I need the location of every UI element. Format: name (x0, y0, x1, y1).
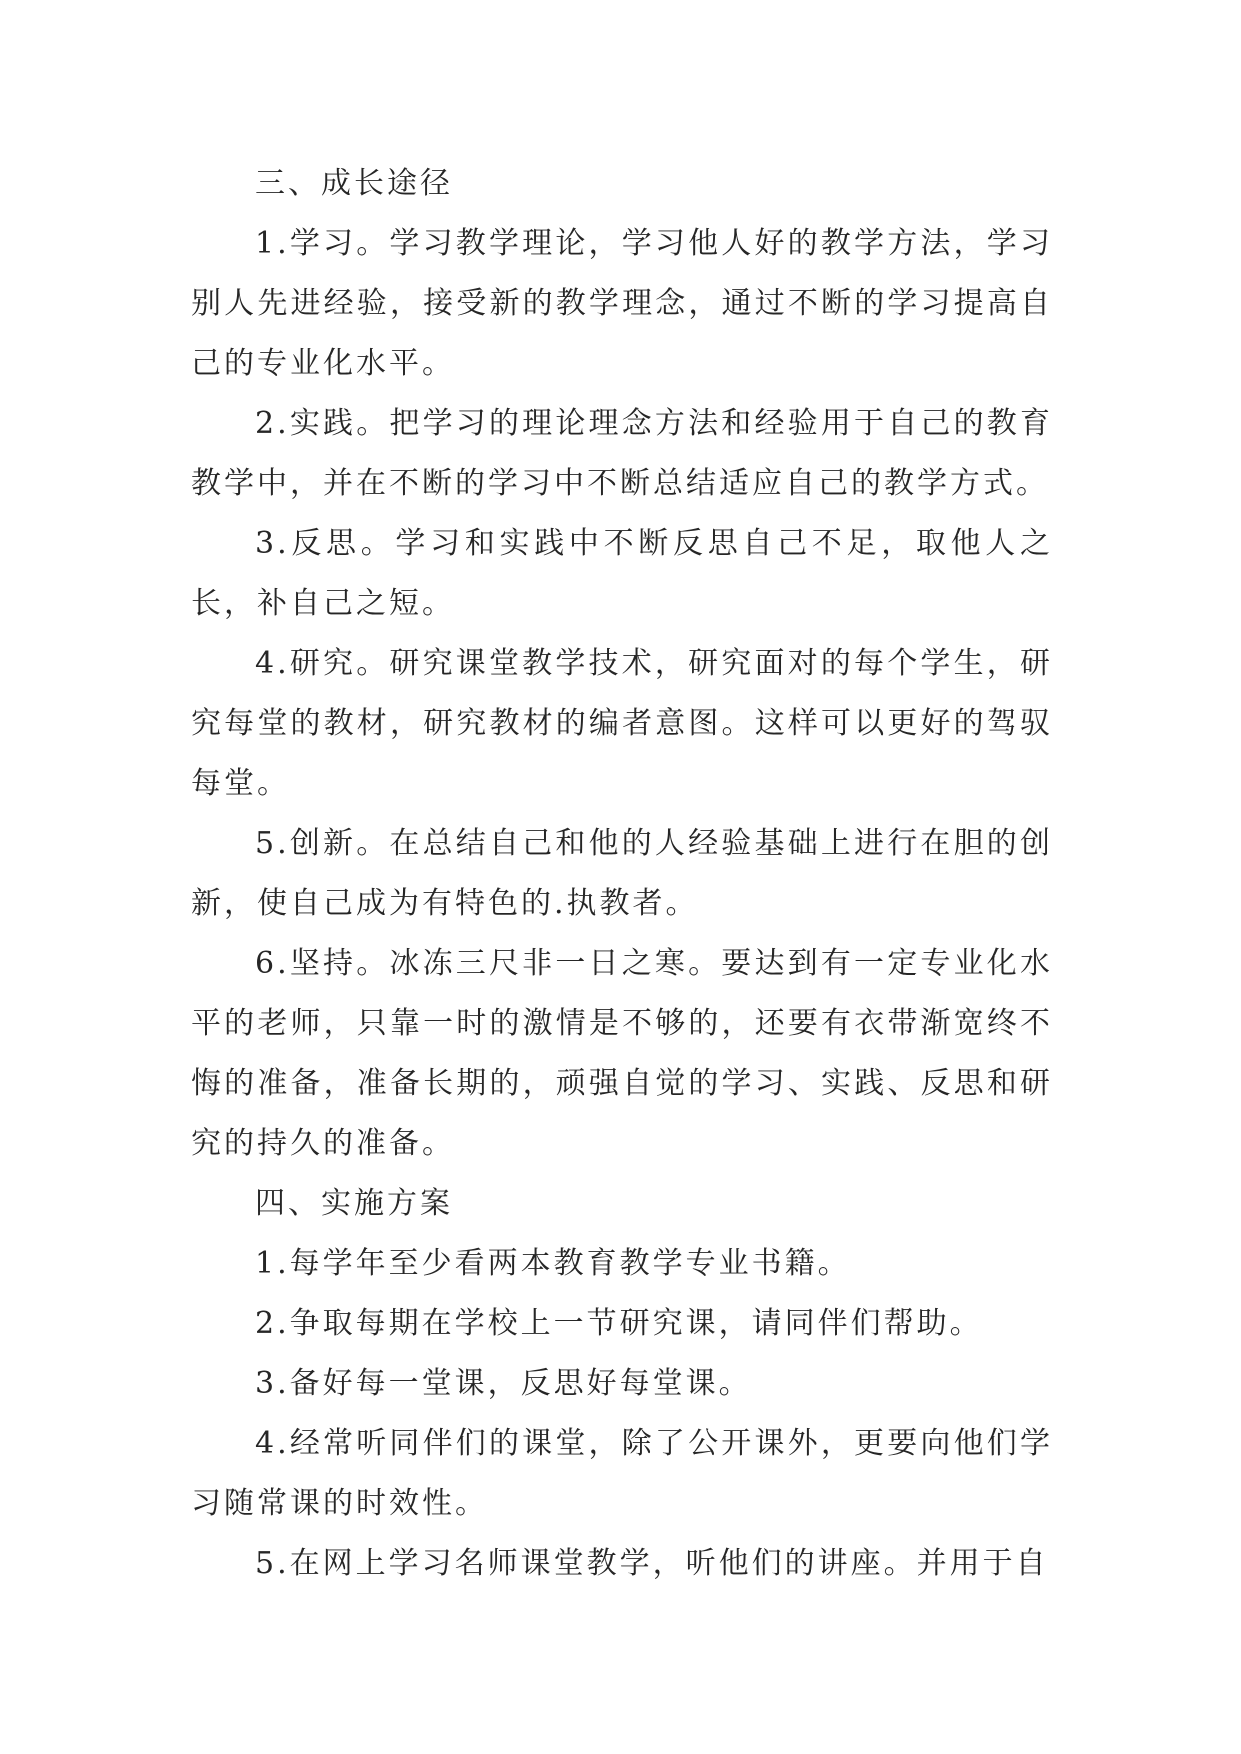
section-heading-implementation-plan: 四、实施方案 (255, 1186, 453, 1221)
paragraph-learning: 1.学习。学习教学理论，学习他人好的教学方法，学习别人先进经验，接受新的教学理念，通过不断的学习提高自己的专业化水平。 (191, 226, 1053, 381)
paragraph-plan-observe-peers: 4.经常听同伴们的课堂，除了公开课外，更要向他们学习随常课的时效性。 (191, 1426, 1053, 1521)
paragraph-plan-prepare-lessons: 3.备好每一堂课，反思好每堂课。 (255, 1366, 752, 1401)
paragraph-plan-research-lesson: 2.争取每期在学校上一节研究课，请同伴们帮助。 (255, 1306, 983, 1341)
paragraph-research: 4.研究。研究课堂教学技术，研究面对的每个学生，研究每堂的教材，研究教材的编者意图。这样可以更好的驾驭每堂。 (191, 646, 1053, 801)
paragraph-innovation: 5.创新。在总结自己和他的人经验基础上进行在胆的创新，使自己成为有特色的.执教者。 (191, 826, 1053, 921)
section-heading-growth-path: 三、成长途径 (255, 166, 453, 201)
document-body (191, 154, 1053, 1594)
paragraph-reflection: 3.反思。学习和实践中不断反思自己不足，取他人之长，补自己之短。 (191, 526, 1053, 621)
paragraph-practice: 2.实践。把学习的理论理念方法和经验用于自己的教育教学中，并在不断的学习中不断总结适应自己的教学方式。 (191, 406, 1053, 501)
paragraph-plan-books: 1.每学年至少看两本教育教学专业书籍。 (255, 1246, 851, 1281)
paragraph-persistence: 6.坚持。冰冻三尺非一日之寒。要达到有一定专业化水平的老师，只靠一时的激情是不够的，还要有衣带渐宽终不悔的准备，准备长期的，顽强自觉的学习、实践、反思和研究的持久的准备。 (191, 946, 1053, 1161)
paragraph-plan-online-learning: 5.在网上学习名师课堂教学，听他们的讲座。并用于自 (255, 1546, 1049, 1581)
